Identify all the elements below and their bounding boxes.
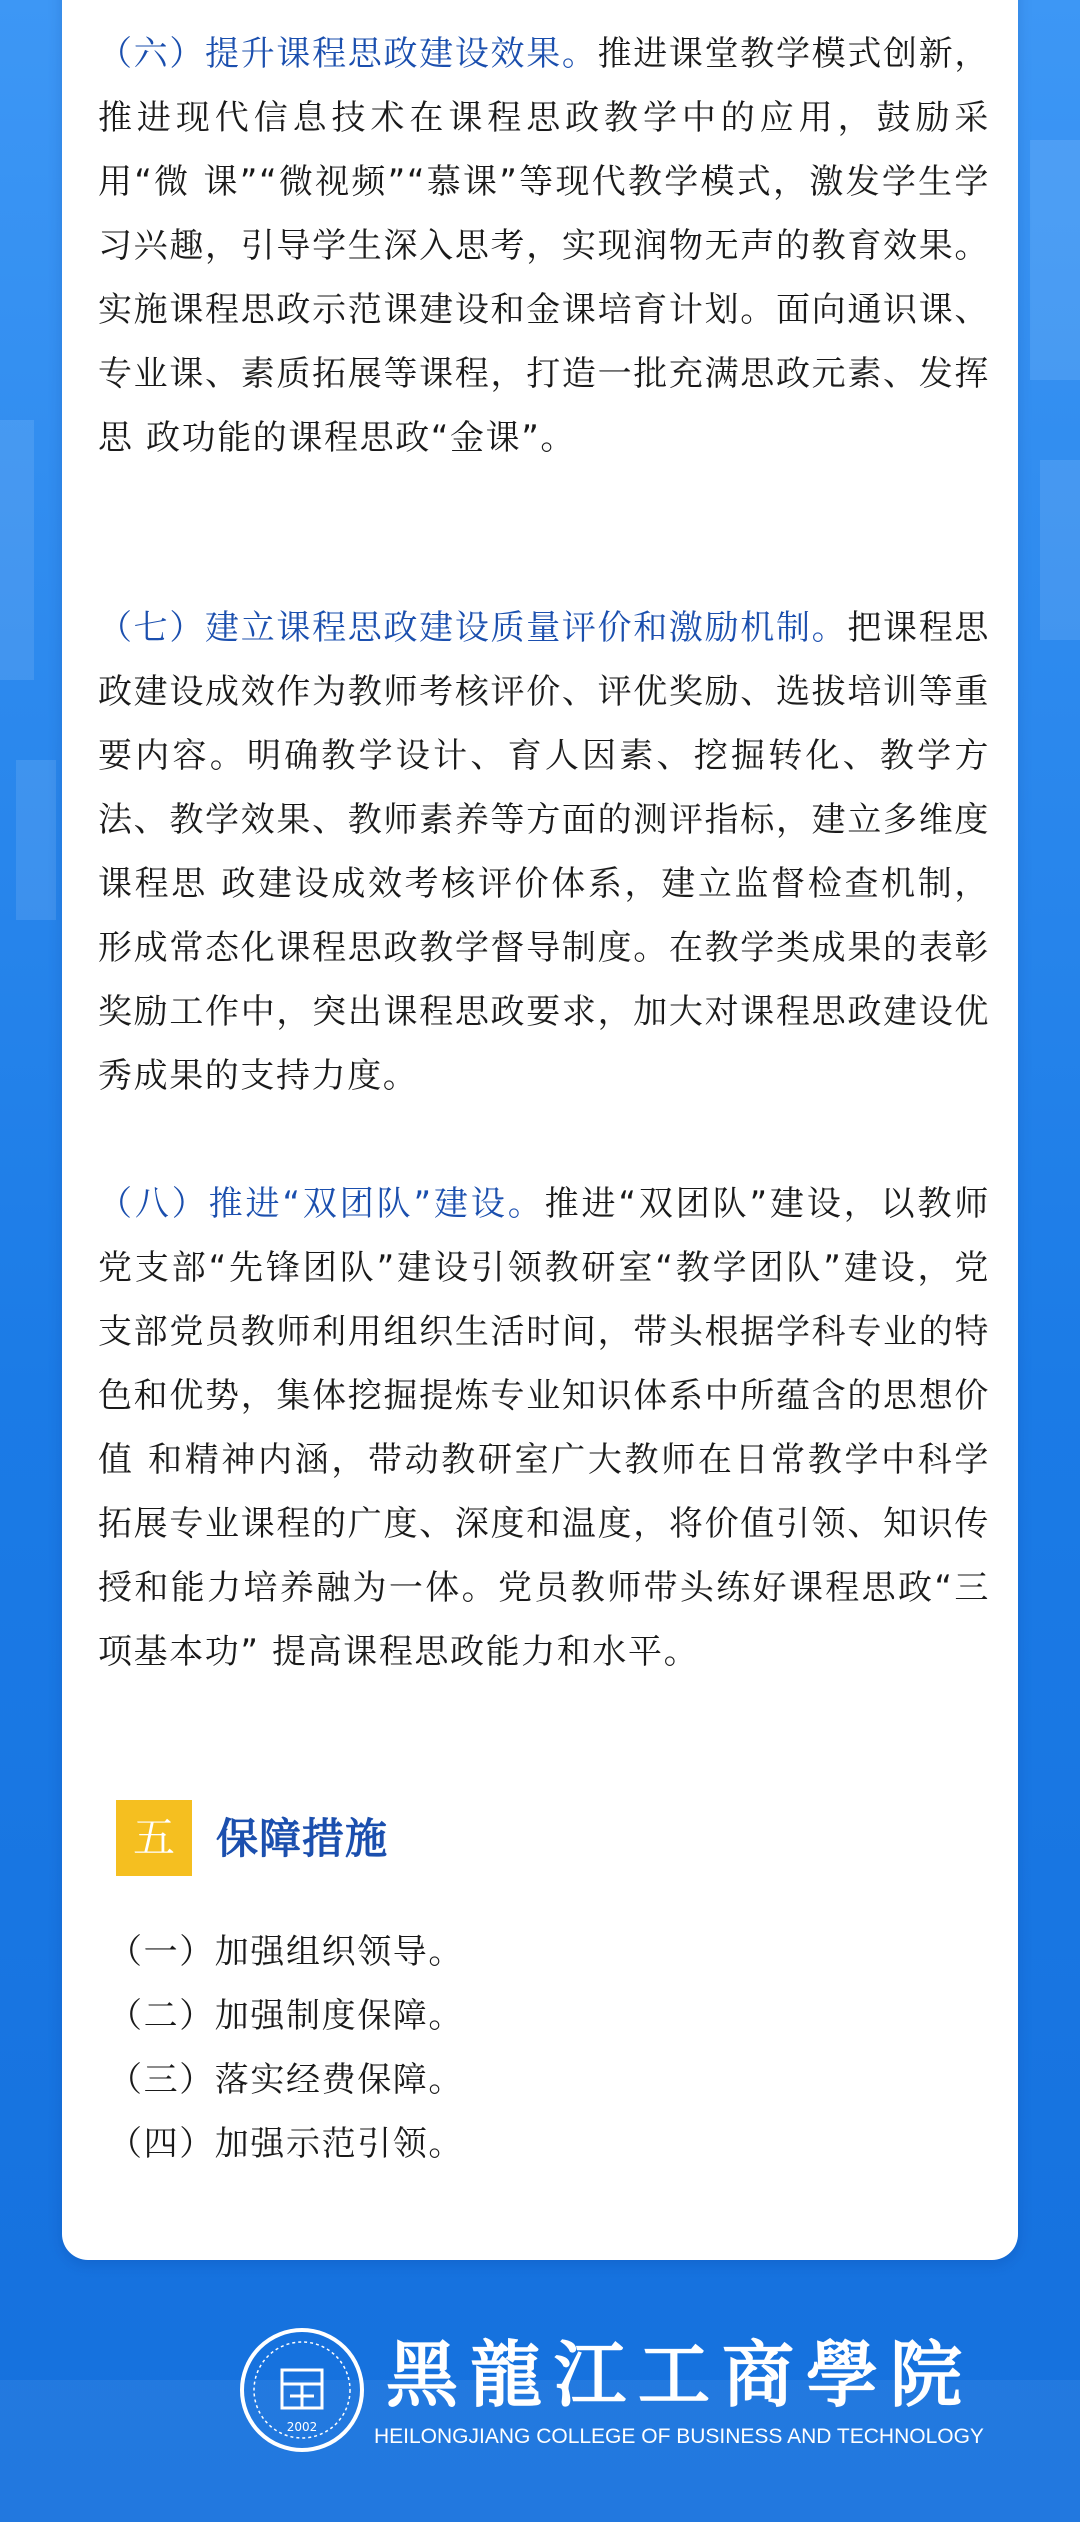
footer (0, 2300, 1080, 2522)
paragraph-6 (98, 22, 990, 470)
seal-year: 2002 (286, 2420, 318, 2434)
measure-item: （四）加强示范引领。 (108, 2124, 464, 2164)
college-seal-logo (240, 2328, 364, 2452)
paragraph-7-body: 把课程思政建设成效作为教师考核评价、评优奖励、选拔培训等重要内容。明确教学设计、育人因素、挖掘转化、教学方法、教学效果、教师素养等方面的测评指标，建立多维度课程思 政建设成效考核评价体系，建立监督检查机制，形成常态化课程思政教学督导制度。在教学类成果的表彰奖励工作中，突出课程思政要求，加大对课程思政建设优秀成果的支持力度。 (98, 608, 990, 1096)
college-name-en: HEILONGJIANG COLLEGE OF BUSINESS AND TECHNOLOGY (374, 2425, 984, 2448)
paragraph-8 (98, 1172, 990, 1684)
measure-item: （一）加强组织领导。 (108, 1932, 464, 1972)
paragraph-8-heading: （八）推进“双团队”建设。 (98, 1184, 545, 1224)
paragraph-6-heading: （六）提升课程思政建设效果。 (98, 34, 598, 74)
paragraph-7 (98, 596, 990, 1108)
section-number-badge: 五 (116, 1800, 192, 1876)
paragraph-7-heading: （七）建立课程思政建设质量评价和激励机制。 (98, 608, 848, 648)
section-title: 保障措施 (216, 1814, 389, 1863)
decor-bar (0, 420, 34, 680)
measure-item: （二）加强制度保障。 (108, 1996, 464, 2036)
decor-bar (1040, 460, 1080, 640)
decor-bar (1030, 140, 1080, 380)
paragraph-8-body: 推进“双团队”建设，以教师党支部“先锋团队”建设引领教研室“教学团队”建设，党支部党员教师利用组织生活时间，带头根据学科专业的特色和优势，集体挖掘提炼专业知识体系中所蕴含的思想价值 和精神内涵，带动教研室广大教师在日常教学中科学拓展专业课程的广度、深度和温度，将价值引领、知识传授和能力培养融为一体。党员教师带头练好课程思政“三项基本功” 提高课程思政能力和水平。 (98, 1184, 990, 1672)
college-name-cn: 黑龍江工商學院 (386, 2332, 975, 2417)
paragraph-6-body: 推进课堂教学模式创新， 推进现代信息技术在课程思政教学中的应用，鼓励采用“微 课”“微视频”“慕课”等现代教学模式，激发学生学习兴趣，引导学生深入思考，实现润物无声的教育效果。实施课程思政示范课建设和金课培育计划。面向通识课、专业课、素质拓展等课程，打造一批充满思政元素、发挥思 政功能的课程思政“金课”。 (98, 34, 990, 458)
measure-item: （三）落实经费保障。 (108, 2060, 464, 2100)
decor-bar (16, 760, 56, 920)
